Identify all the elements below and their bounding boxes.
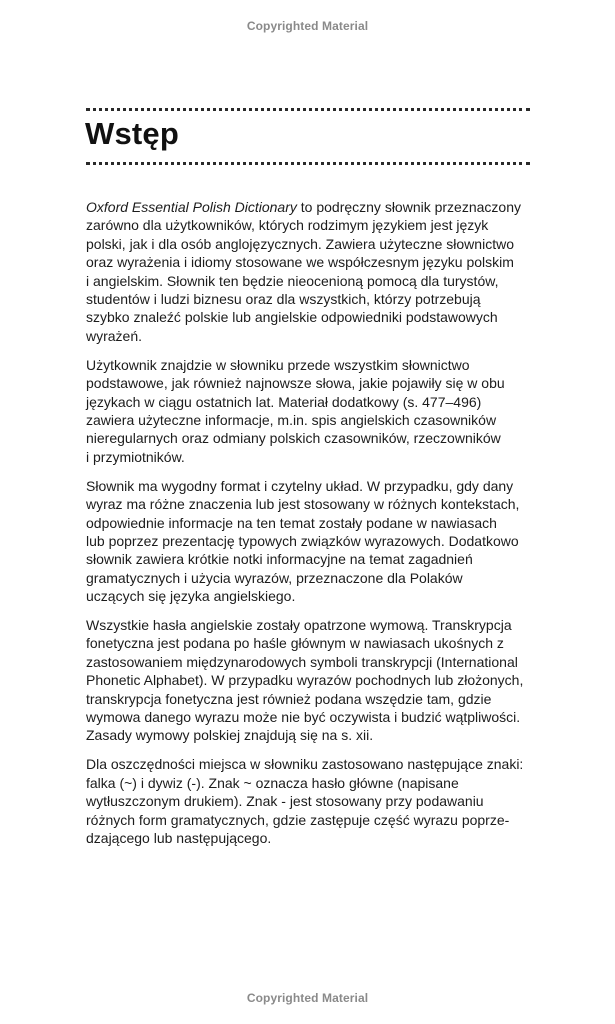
title-rule-bottom: [86, 162, 530, 165]
paragraph-line: słownik zawiera krótkie notki informacyjne na temat zagadnień: [86, 551, 473, 568]
paragraph-line: Dla oszczędności miejsca w słowniku zastosowano następujące znaki:: [86, 756, 524, 773]
paragraph-line: podstawowe, jak również najnowsze słowa, jakie pojawiły się w obu: [86, 375, 505, 392]
paragraph-line: fonetyczna jest podana po haśle głównym w nawiasach ukośnych z: [86, 635, 504, 652]
paragraph-line: różnych form gramatycznych, gdzie zastępuje część wyrazu poprze-: [86, 811, 510, 828]
paragraph-line: i angielskim. Słownik ten będzie nieocenioną pomocą dla turystów,: [86, 272, 499, 289]
body-text: [86, 198, 536, 858]
paragraph-5: [86, 755, 536, 847]
paragraph-3: [86, 477, 536, 606]
paragraph-line: oraz wyrażenia i idiomy stosowane we współczesnym języku polskim: [86, 254, 514, 271]
paragraph-line: uczących się języka angielskiego.: [86, 588, 296, 605]
paragraph-line: dzającego lub następującego.: [86, 830, 272, 846]
paragraph-line: zawiera użyteczne informacje, m.in. spis angielskich czasowników: [86, 411, 497, 428]
paragraph-line: falka (~) i dywiz (-). Znak ~ oznacza hasło główne (napisane: [86, 774, 459, 791]
paragraph-line: nieregularnych oraz odmiany polskich czasowników, rzeczowników: [86, 430, 501, 447]
paragraph-line: Zasady wymowy polskiej znajdują się na s. xii.: [86, 727, 374, 744]
paragraph-line: Wszystkie hasła angielskie zostały opatrzone wymową. Transkrypcja: [86, 617, 512, 634]
paragraph-1: [86, 198, 536, 345]
paragraph-line: wyraz ma różne znaczenia lub jest stosowany w różnych kontekstach,: [86, 496, 520, 513]
paragraph-2: [86, 356, 536, 466]
paragraph-line: Phonetic Alphabet). W przypadku wyrazów pochodnych lub złożonych,: [86, 672, 524, 689]
paragraph-line: transkrypcja fonetyczna jest również podana wszędzie tam, gdzie: [86, 690, 492, 707]
paragraph-line: lub poprzez prezentację typowych związków wyrazowych. Dodatkowo: [86, 532, 519, 549]
paragraph-line: Słownik ma wygodny format i czytelny układ. W przypadku, gdy dany: [86, 477, 514, 494]
book-title: Oxford Essential Polish Dictionary: [86, 199, 297, 215]
paragraph-line: szybko znaleźć polskie lub angielskie odpowiedniki podstawowych: [86, 309, 498, 326]
paragraph-line: studentów i ludzi biznesu oraz dla wszystkich, którzy potrzebują: [86, 291, 481, 308]
paragraph-line-text: to podręczny słownik przeznaczony: [300, 199, 521, 215]
paragraph-line: zastosowaniem międzynarodowych symboli transkrypcji (International: [86, 653, 518, 670]
paragraph-4: [86, 616, 536, 745]
paragraph-line: wymowa danego wyrazu może nie być oczywista i budzić wątpliwości.: [86, 709, 521, 726]
paragraph-line: wytłuszczonym drukiem). Znak - jest stosowany przy podawaniu: [86, 793, 484, 810]
page-title: Wstęp: [85, 116, 179, 151]
paragraph-line: językach w ciągu ostatnich lat. Materiał dodatkowy (s. 477–496): [86, 393, 482, 410]
paragraph-line: [86, 198, 536, 216]
paragraph-line: polski, jak i dla osób anglojęzycznych. Zawiera użyteczne słownictwo: [86, 235, 514, 252]
paragraph-line: zarówno dla użytkowników, których rodzimym językiem jest język: [86, 217, 489, 234]
copyright-watermark-bottom: Copyrighted Material: [246, 991, 369, 1005]
paragraph-line: gramatycznych i użycia wyrazów, przeznaczone dla Polaków: [86, 569, 463, 586]
copyright-watermark-top: Copyrighted Material: [246, 19, 369, 33]
title-rule-top: [86, 108, 530, 111]
paragraph-line: odpowiednie informacje na ten temat zostały podane w nawiasach: [86, 514, 497, 531]
paragraph-line: i przymiotników.: [86, 448, 185, 465]
paragraph-line: wyrażeń.: [86, 327, 143, 344]
paragraph-line: Użytkownik znajdzie w słowniku przede wszystkim słownictwo: [86, 356, 470, 373]
